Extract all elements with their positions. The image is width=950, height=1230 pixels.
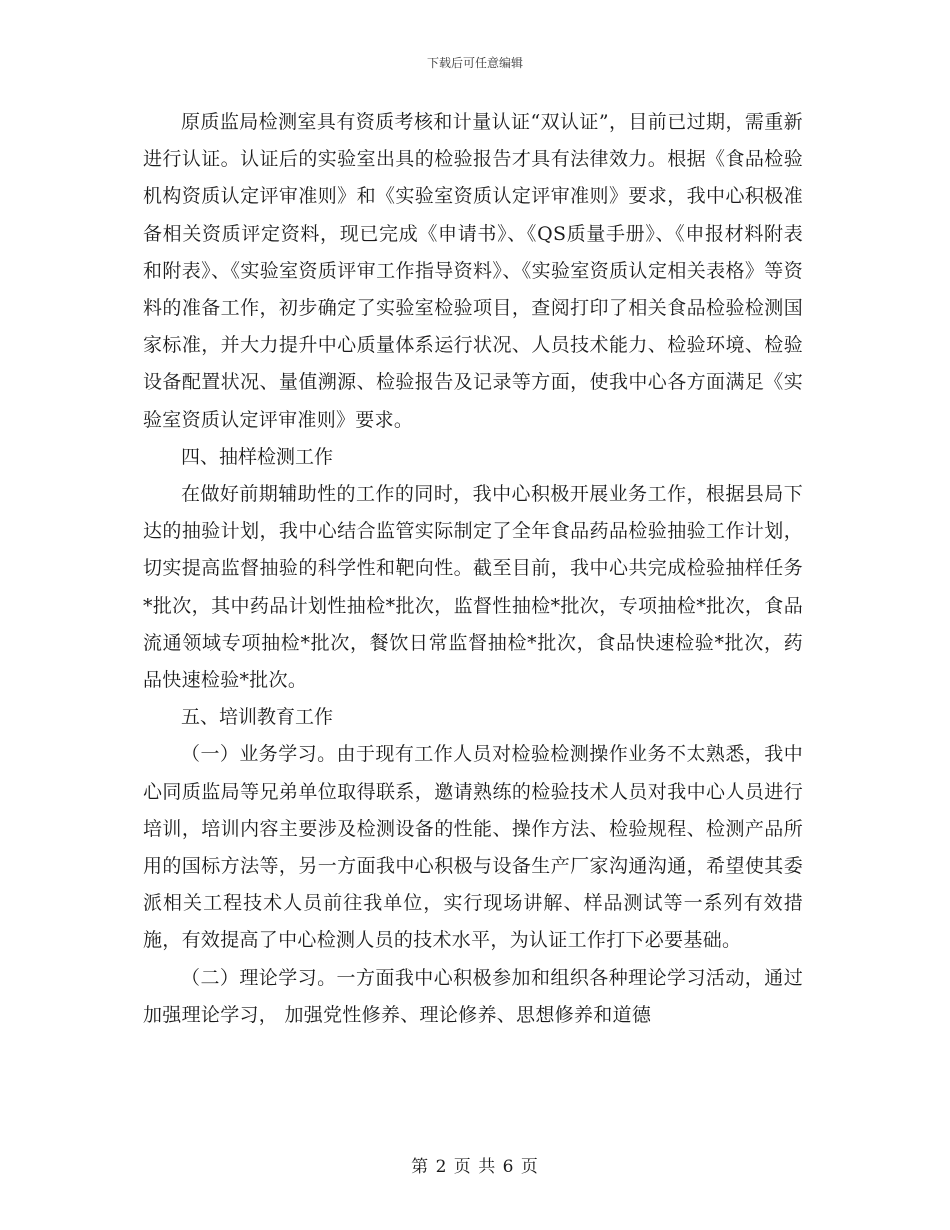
paragraph-certification: 原质监局检测室具有资质考核和计量认证“双认证”，目前已过期，需重新进行认证。认证后的实验室出具的检验报告才具有法律效力。根据《食品检验机构资质认定评审准则》和《实验室资质认定评审准则》要求，我中心积极准备相关资质评定资料，现已完成《申请书》、《QS质量手册》、《申报材料附表和附表》、《实验室资质评审工作指导资料》、《实验室资质认定相关表格》等资料的准备工作，初步确定了实验室检验项目，查阅打印了相关食品检验检测国家标准，并大力提升中心质量体系运行状况、人员技术能力、检验环境、检验设备配置状况、量值溯源、检验报告及记录等方面，使我中心各方面满足《实验室资质认定评审准则》要求。 — [143, 111, 803, 431]
document-body — [143, 104, 803, 1034]
section-heading-sampling: 四、抽样检测工作 — [181, 445, 334, 468]
paragraph-sampling: 在做好前期辅助性的工作的同时，我中心积极开展业务工作，根据县局下达的抽验计划，我中心结合监管实际制定了全年食品药品检验抽验工作计划，切实提高监督抽验的科学性和靶向性。截至目前，我中心共完成检验抽样任务*批次，其中药品计划性抽检*批次，监督性抽检*批次，专项抽检*批次，食品流通领域专项抽检*批次，餐饮日常监督抽检*批次，食品快速检验*批次，药品快速检验*批次。 — [143, 483, 803, 692]
paragraph-theory-study: （二）理论学习。一方面我中心积极参加和组织各种理论学习活动，通过加强理论学习， 加强党性修养、理论修养、思想修养和道德 — [143, 966, 803, 1026]
page-number: 第 2 页 共 6 页 — [411, 1157, 539, 1177]
paragraph-business-study: （一）业务学习。由于现有工作人员对检验检测操作业务不太熟悉，我中心同质监局等兄弟单位取得联系，邀请熟练的检验技术人员对我中心人员进行培训，培训内容主要涉及检测设备的性能、操作方法、检验规程、检测产品所用的国标方法等，另一方面我中心积极与设备生产厂家沟通沟通，希望使其委派相关工程技术人员前往我单位，实行现场讲解、样品测试等一系列有效措施，有效提高了中心检测人员的技术水平，为认证工作打下必要基础。 — [143, 743, 803, 952]
page-header: 下载后可任意编辑 — [426, 56, 523, 70]
section-heading-training: 五、培训教育工作 — [181, 706, 334, 729]
